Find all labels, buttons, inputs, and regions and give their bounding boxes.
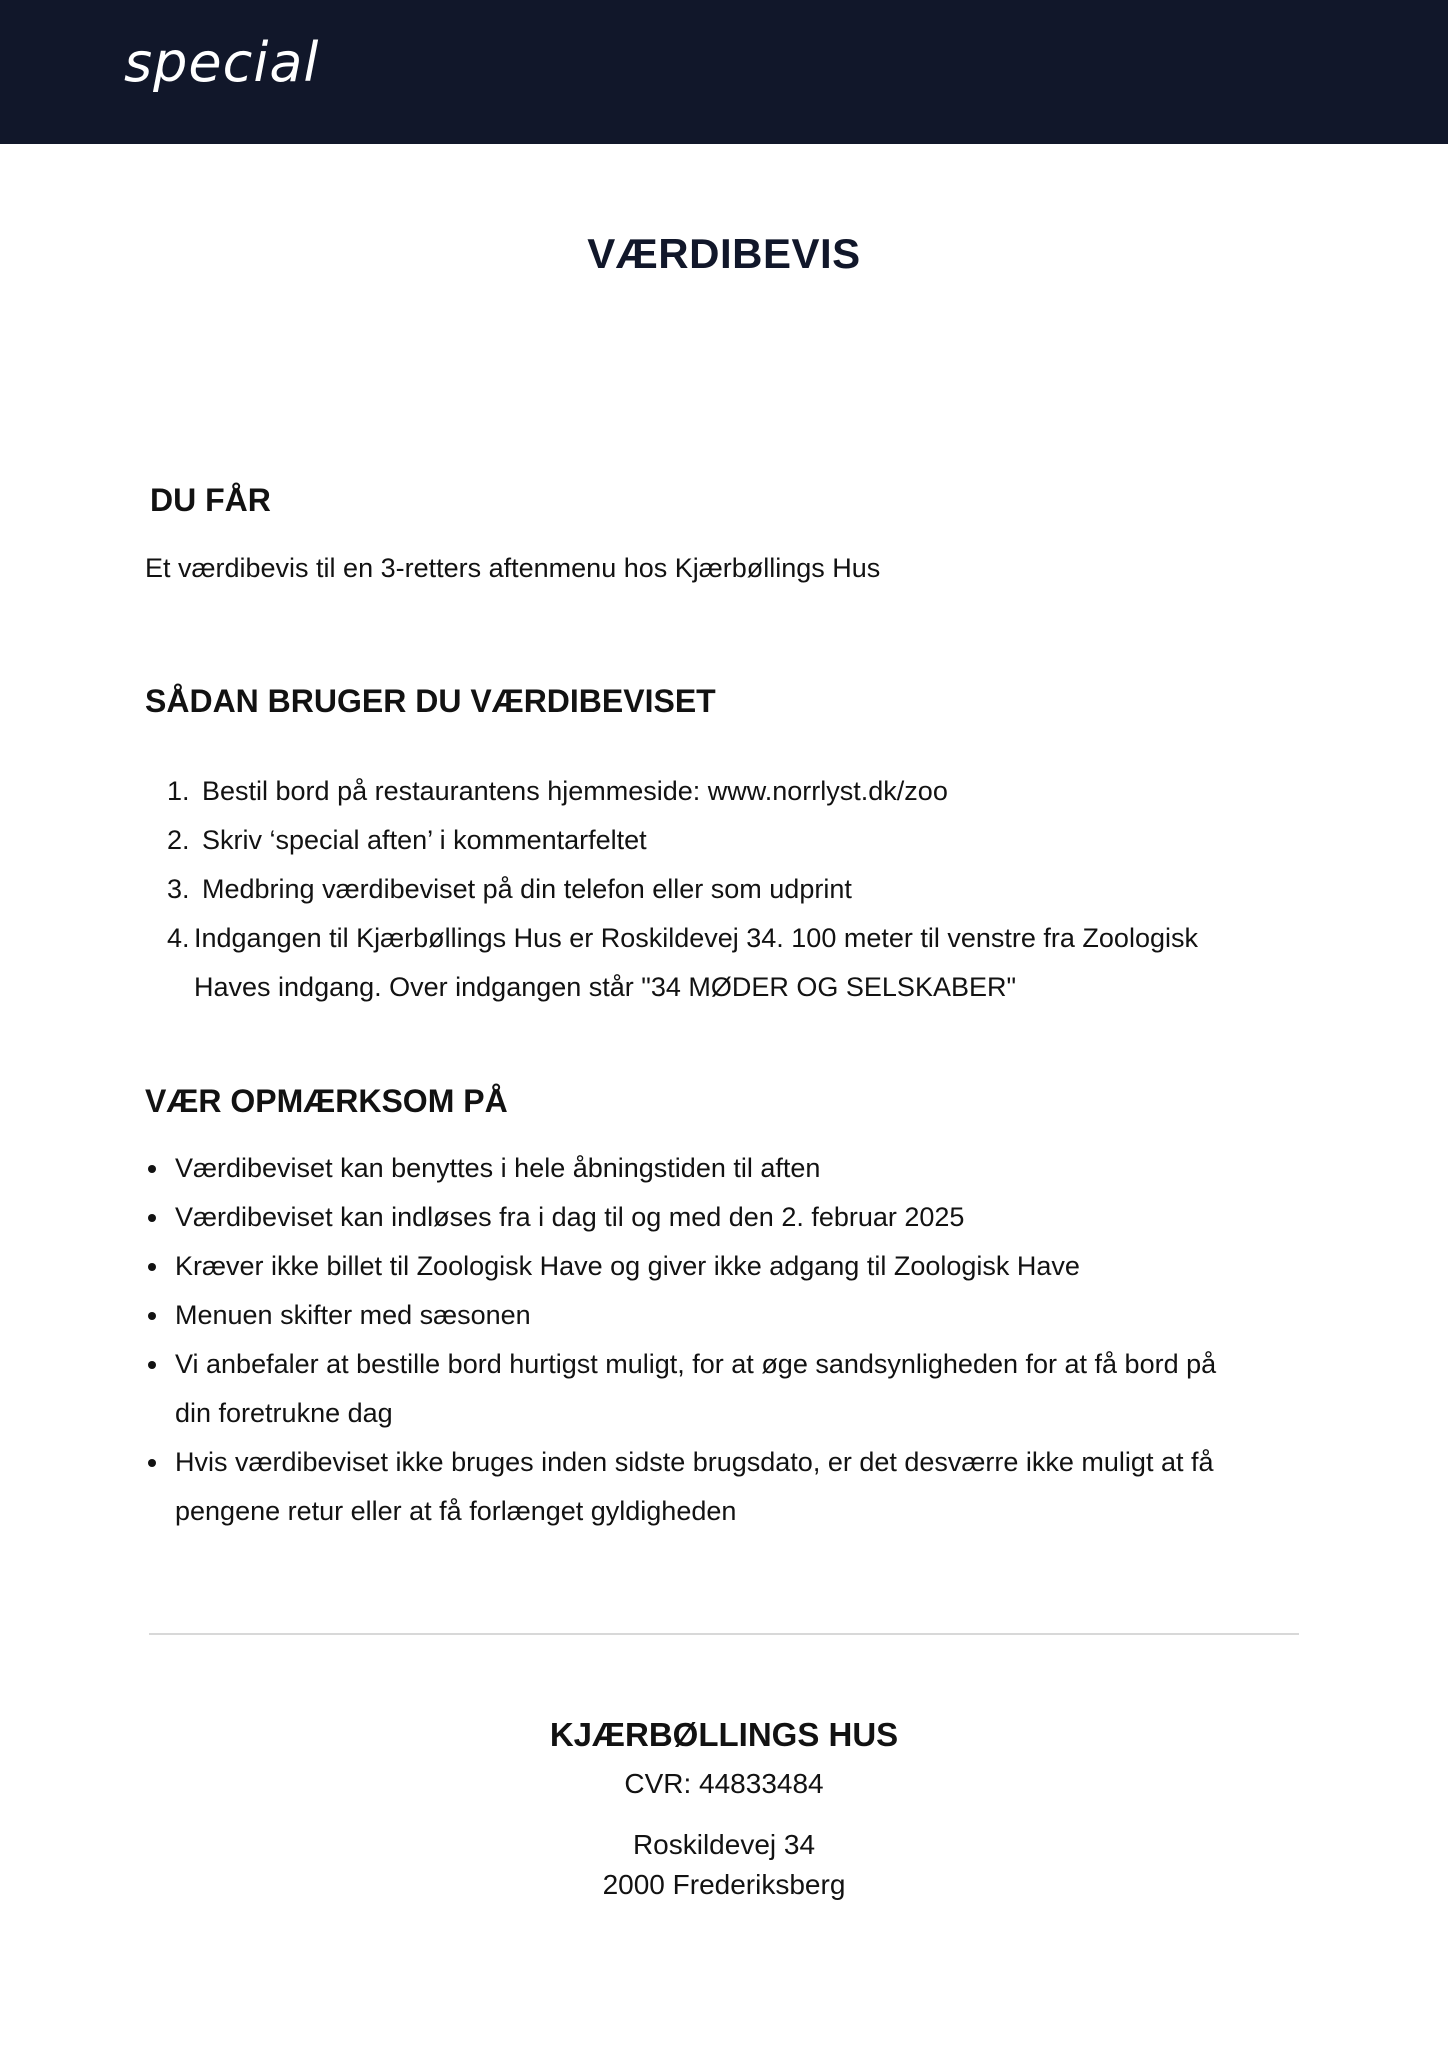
- usage-steps-list: [145, 767, 1245, 1012]
- list-item: [145, 865, 1245, 914]
- header-bar: [0, 0, 1448, 144]
- bullet-icon: [148, 1214, 156, 1222]
- note-text: Værdibeviset kan indløses fra i dag til og med den 2. februar 2025: [175, 1202, 965, 1232]
- note-text: Vi anbefaler at bestille bord hurtigst muligt, for at øge sandsynligheden for at få bord på din foretrukne dag: [175, 1349, 1217, 1428]
- list-item: [145, 1340, 1245, 1438]
- section-heading-du-faar: DU FÅR: [150, 482, 271, 518]
- footer-divider: [149, 1633, 1299, 1635]
- footer-city: 2000 Frederiksberg: [602, 1869, 846, 1900]
- list-item: [145, 1193, 1265, 1242]
- step-number: 2.: [167, 825, 190, 855]
- list-item: [145, 767, 1245, 816]
- list-item: [145, 914, 1214, 1012]
- bullet-icon: [148, 1312, 156, 1320]
- bullet-icon: [148, 1361, 156, 1369]
- special-logo: special: [124, 31, 320, 94]
- note-text: Hvis værdibeviset ikke bruges inden sidste brugsdato, er det desværre ikke muligt at få pengene retur eller at få forlænget gyldigheden: [175, 1447, 1214, 1526]
- bullet-icon: [148, 1165, 156, 1173]
- list-item: [145, 1438, 1285, 1536]
- note-text: Værdibeviset kan benyttes i hele åbningstiden til aften: [175, 1153, 821, 1183]
- footer-cvr: CVR: 44833484: [624, 1768, 824, 1799]
- note-text: Menuen skifter med sæsonen: [175, 1300, 531, 1330]
- list-item: [145, 1242, 1265, 1291]
- step-number: 1.: [167, 776, 190, 806]
- section-heading-notes: VÆR OPMÆRKSOM PÅ: [145, 1083, 508, 1119]
- list-item: [145, 1291, 1265, 1340]
- footer-company-name: KJÆRBØLLINGS HUS: [549, 1716, 899, 1753]
- notes-list: [145, 1144, 1265, 1536]
- offer-description: Et værdibevis til en 3-retters aftenmenu hos Kjærbøllings Hus: [145, 553, 881, 583]
- step-number: 4.: [167, 923, 190, 953]
- step-text: Indgangen til Kjærbøllings Hus er Roskildevej 34. 100 meter til venstre fra Zoologisk Haves indgang. Over indgangen står "34 MØDER OG SELSKABER": [194, 923, 1198, 1002]
- section-heading-usage: SÅDAN BRUGER DU VÆRDIBEVISET: [145, 683, 716, 719]
- step-text: Bestil bord på restaurantens hjemmeside: www.norrlyst.dk/zoo: [202, 776, 948, 806]
- bullet-icon: [148, 1459, 156, 1467]
- footer-street: Roskildevej 34: [632, 1829, 816, 1860]
- step-text: Skriv ‘special aften’ i kommentarfeltet: [202, 825, 647, 855]
- step-number: 3.: [167, 874, 190, 904]
- document-title: VÆRDIBEVIS: [587, 230, 861, 277]
- list-item: [145, 1144, 1265, 1193]
- note-text: Kræver ikke billet til Zoologisk Have og giver ikke adgang til Zoologisk Have: [175, 1251, 1080, 1281]
- list-item: [145, 816, 1245, 865]
- bullet-icon: [148, 1263, 156, 1271]
- step-text: Medbring værdibeviset på din telefon eller som udprint: [202, 874, 852, 904]
